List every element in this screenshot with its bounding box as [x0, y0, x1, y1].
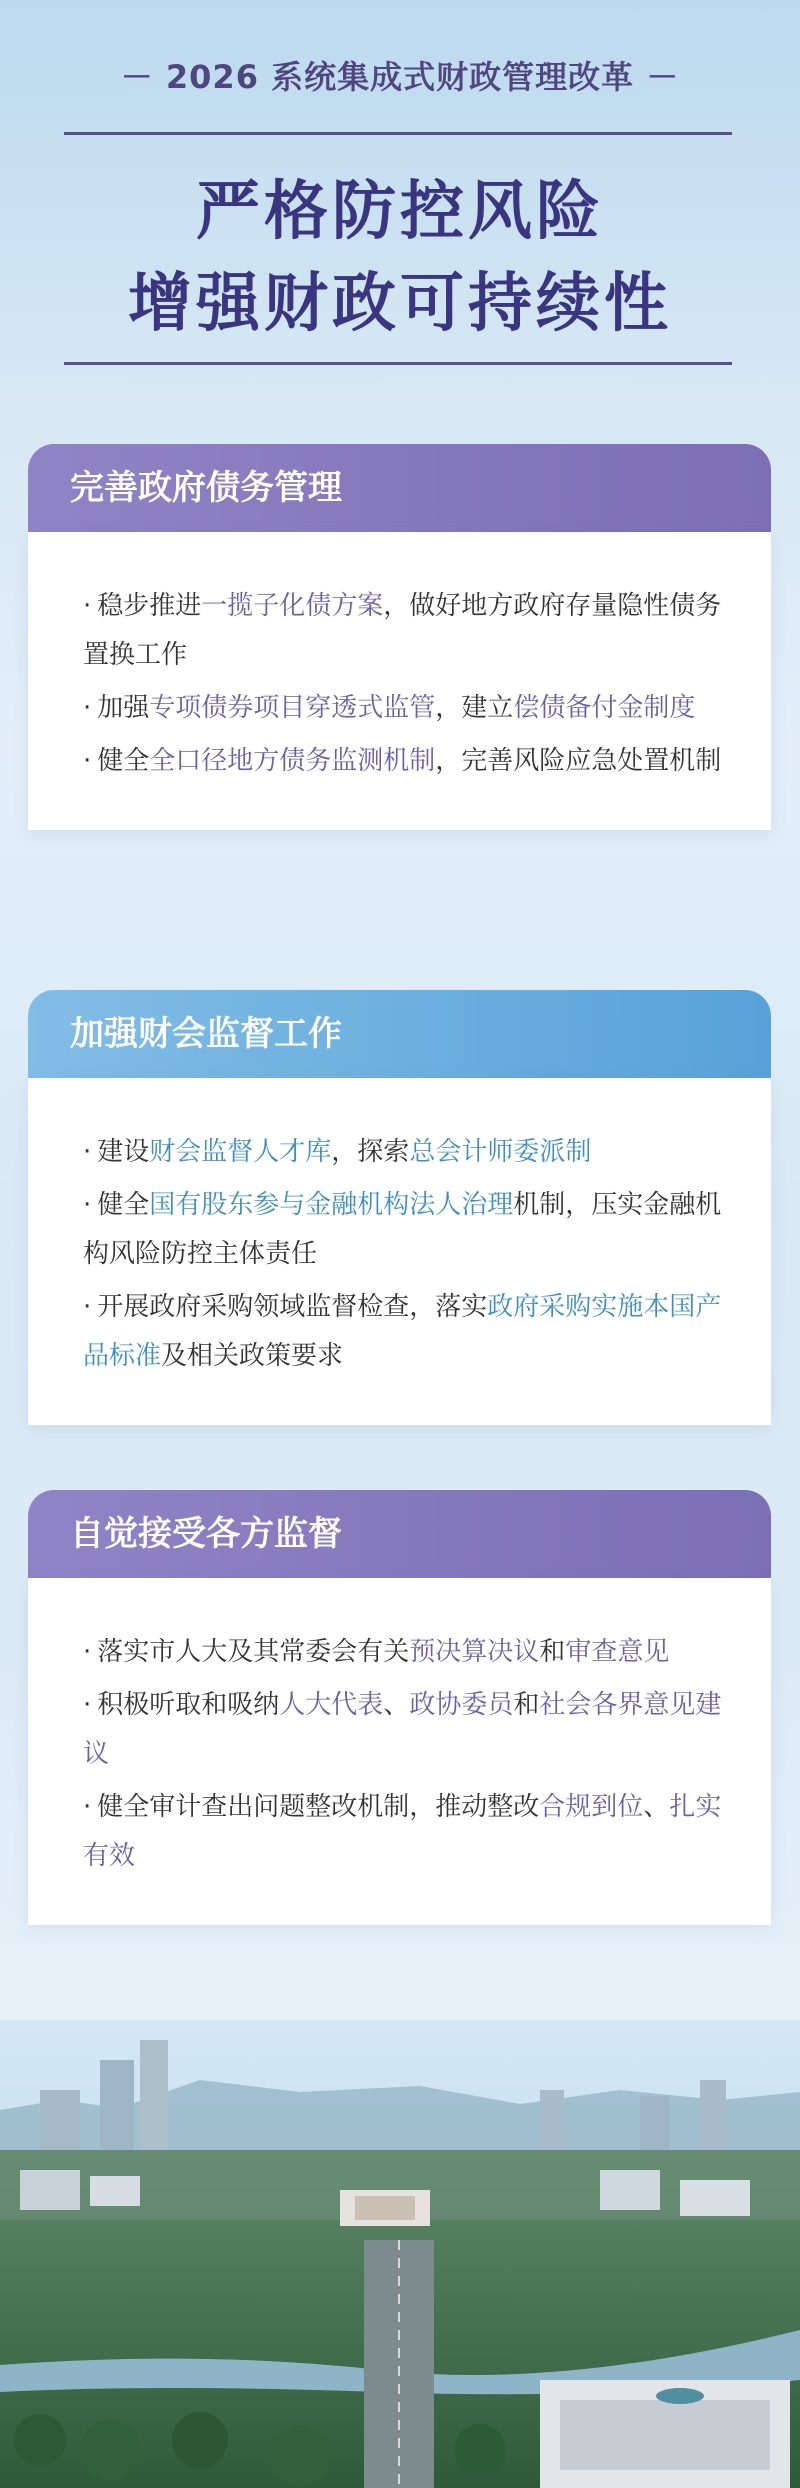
highlight-text: 合规到位	[539, 1792, 644, 1822]
page-kicker: － 2026 系统集成式财政管理改革 －	[120, 58, 680, 96]
item-text: 健全	[97, 746, 150, 776]
highlight-text: 专项债券项目穿透式监管	[149, 693, 436, 723]
highlight-text: 全口径地方债务监测机制	[149, 746, 436, 776]
section-accounting-supervision	[28, 990, 771, 1425]
highlight-text: 扎实有效	[83, 1792, 722, 1871]
highlight-text: 审查意见	[565, 1637, 670, 1667]
item-text: 开展政府采购领域监督检查，落实	[97, 1292, 488, 1322]
item-text: 及相关政策要求	[161, 1341, 344, 1371]
highlight-text: 政协委员	[409, 1690, 514, 1720]
list-item	[83, 1783, 729, 1881]
item-text: 机制，压实金融机构风险防控主体责任	[83, 1190, 722, 1269]
header-divider-bottom	[64, 362, 732, 365]
highlight-text: 预决算决议	[409, 1637, 540, 1667]
item-text: ，完善风险应急处置机制	[435, 746, 722, 776]
section-body	[28, 1078, 771, 1425]
highlight-text: 社会各界意见建议	[83, 1690, 722, 1769]
list-item	[83, 1128, 729, 1177]
list-item	[83, 737, 729, 786]
page-header	[0, 0, 800, 380]
item-text: 健全审计查出问题整改机制，推动整改	[97, 1792, 540, 1822]
list-item	[83, 582, 729, 680]
city-aerial-image	[0, 2020, 800, 2488]
item-text: ，建立	[435, 693, 514, 723]
item-text: 建设	[97, 1137, 150, 1167]
list-item	[83, 1628, 729, 1677]
list-item	[83, 1283, 729, 1381]
item-text: 、	[643, 1792, 670, 1822]
section-title: 加强财会监督工作	[28, 990, 771, 1078]
section-title: 自觉接受各方监督	[28, 1490, 771, 1578]
item-text: ，探索	[331, 1137, 410, 1167]
city-illustration	[0, 2020, 800, 2488]
highlight-text: 政府采购实施本国产品标准	[83, 1292, 722, 1371]
section-debt-management	[28, 444, 771, 830]
bullet-dot-icon: ·	[83, 1190, 92, 1220]
item-text: 和	[539, 1637, 566, 1667]
list-item	[83, 1681, 729, 1779]
item-text: ，做好地方政府存量隐性债务置换工作	[83, 591, 722, 670]
item-text: 积极听取和吸纳	[97, 1690, 280, 1720]
bullet-dot-icon: ·	[83, 1137, 92, 1167]
bullet-dot-icon: ·	[83, 1292, 92, 1322]
item-text: 、	[383, 1690, 410, 1720]
bullet-dot-icon: ·	[83, 591, 92, 621]
highlight-text: 人大代表	[279, 1690, 384, 1720]
bullet-dot-icon: ·	[83, 1637, 92, 1667]
highlight-text: 国有股东参与金融机构法人治理	[149, 1190, 514, 1220]
highlight-text: 偿债备付金制度	[513, 693, 696, 723]
bullet-dot-icon: ·	[83, 1792, 92, 1822]
item-text: 加强	[97, 693, 150, 723]
section-body	[28, 532, 771, 830]
bullet-dot-icon: ·	[83, 746, 92, 776]
header-divider-top	[64, 132, 732, 135]
bullet-dot-icon: ·	[83, 1690, 92, 1720]
bullet-dot-icon: ·	[83, 693, 92, 723]
section-title: 完善政府债务管理	[28, 444, 771, 532]
list-item	[83, 1181, 729, 1279]
highlight-text: 总会计师委派制	[409, 1137, 592, 1167]
list-item	[83, 684, 729, 733]
item-text: 和	[513, 1690, 540, 1720]
highlight-text: 财会监督人才库	[149, 1137, 332, 1167]
item-text: 稳步推进	[97, 591, 202, 621]
section-accept-supervision	[28, 1490, 771, 1925]
highlight-text: 一揽子化债方案	[201, 591, 384, 621]
item-text: 健全	[97, 1190, 150, 1220]
page-title-line-2: 增强财政可持续性	[128, 267, 672, 341]
item-text: 落实市人大及其常委会有关	[97, 1637, 410, 1667]
section-body	[28, 1578, 771, 1925]
page-title-line-1: 严格防控风险	[196, 175, 604, 249]
